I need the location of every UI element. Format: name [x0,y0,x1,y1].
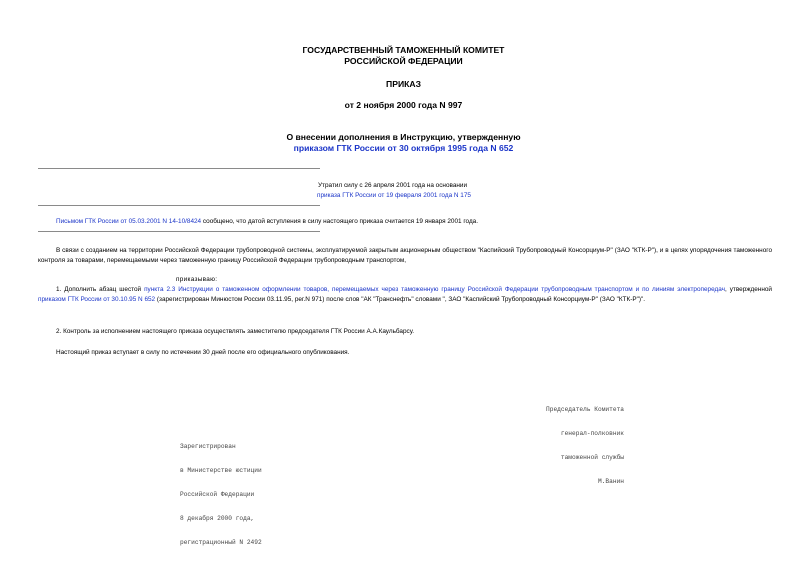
registration-line5: регистрационный N 2492 [180,539,262,546]
item-1-start: 1. Дополнить абзац шестой [56,286,145,293]
item-1-end: (зарегистрирован Минюстом России 03.11.95, рег.N 971) после слов "АК "Транснефть" словами ", ЗАО "Каспийский Трубопроводный Консорциум-Р" (ЗАО "КТК-Р")". [155,295,646,303]
signature-line1: Председатель Комитета [546,406,624,413]
item-2-paragraph: 2. Контроль за исполнением настоящего приказа осуществлять заместителю председателя ГТК России А.А.Каульбарсу. [56,328,415,335]
signature-line3: таможенной службы [560,454,624,461]
registration-line1: Зарегистрирован [180,443,236,450]
doc-date: от 2 ноября 2000 года N 997 [344,100,463,110]
divider [38,231,320,232]
signature-line4: М.Ванин [598,478,624,485]
letter-link[interactable]: Письмом ГТК России от 05.03.2001 N 14-10/8424 [56,218,202,225]
doc-subject-line1: О внесении дополнения в Инструкцию, утвержденную [286,132,521,142]
letter-note [56,217,772,226]
letter-note-text: сообщено, что датой вступления в силу настоящего приказа считается 19 января 2001 года. [201,218,479,225]
registration-line2: в Министерстве юстиции [180,467,262,474]
signature-line2: генерал-полковник [560,430,624,437]
repeal-link[interactable]: приказа ГТК России от 19 февраля 2001 года N 175 [317,192,471,199]
registration-line3: Российской Федерации [180,491,255,498]
registration-line4: 8 декабря 2000 года, [180,515,255,522]
preamble-paragraph: В связи с созданием на территории Российской Федерации трубопроводной системы, эксплуатируемой закрытым акционерным обществом "Каспийский Трубопроводный Консорциум-Р" (ЗАО "КТК-Р"), и в целях упорядочения таможенного контроля за товарами, перемещаемыми через таможенную границу Российской Федерации трубопроводным транспортом, [38,247,772,264]
order-652-link[interactable]: приказом ГТК России от 30.10.95 N 652 [38,295,156,303]
signature-block [538,390,624,494]
item-1-mid: , утвержденной [724,286,772,293]
doc-subject-link[interactable]: приказом ГТК России от 30 октября 1995 года N 652 [293,143,514,153]
divider [38,168,320,169]
repeal-note: Утратил силу с 26 апреля 2001 года на основании [318,182,468,189]
registration-block [180,427,262,555]
instruction-link[interactable]: пункта 2.3 Инструкции о таможенном оформлении товаров, перемещаемых через таможенную границу Российской Федерации трубопроводным транспортом и по линиям электропередач [144,286,725,293]
effective-paragraph: Настоящий приказ вступает в силу по истечении 30 дней после его официального опубликования. [56,349,350,356]
item-1-paragraph [38,285,772,304]
order-word: приказываю: [176,276,218,283]
org-name-line2: РОССИЙСКОЙ ФЕДЕРАЦИИ [344,56,463,66]
doc-type: ПРИКАЗ [386,79,421,89]
divider [38,205,320,206]
org-name-line1: ГОСУДАРСТВЕННЫЙ ТАМОЖЕННЫЙ КОМИТЕТ [302,45,505,55]
